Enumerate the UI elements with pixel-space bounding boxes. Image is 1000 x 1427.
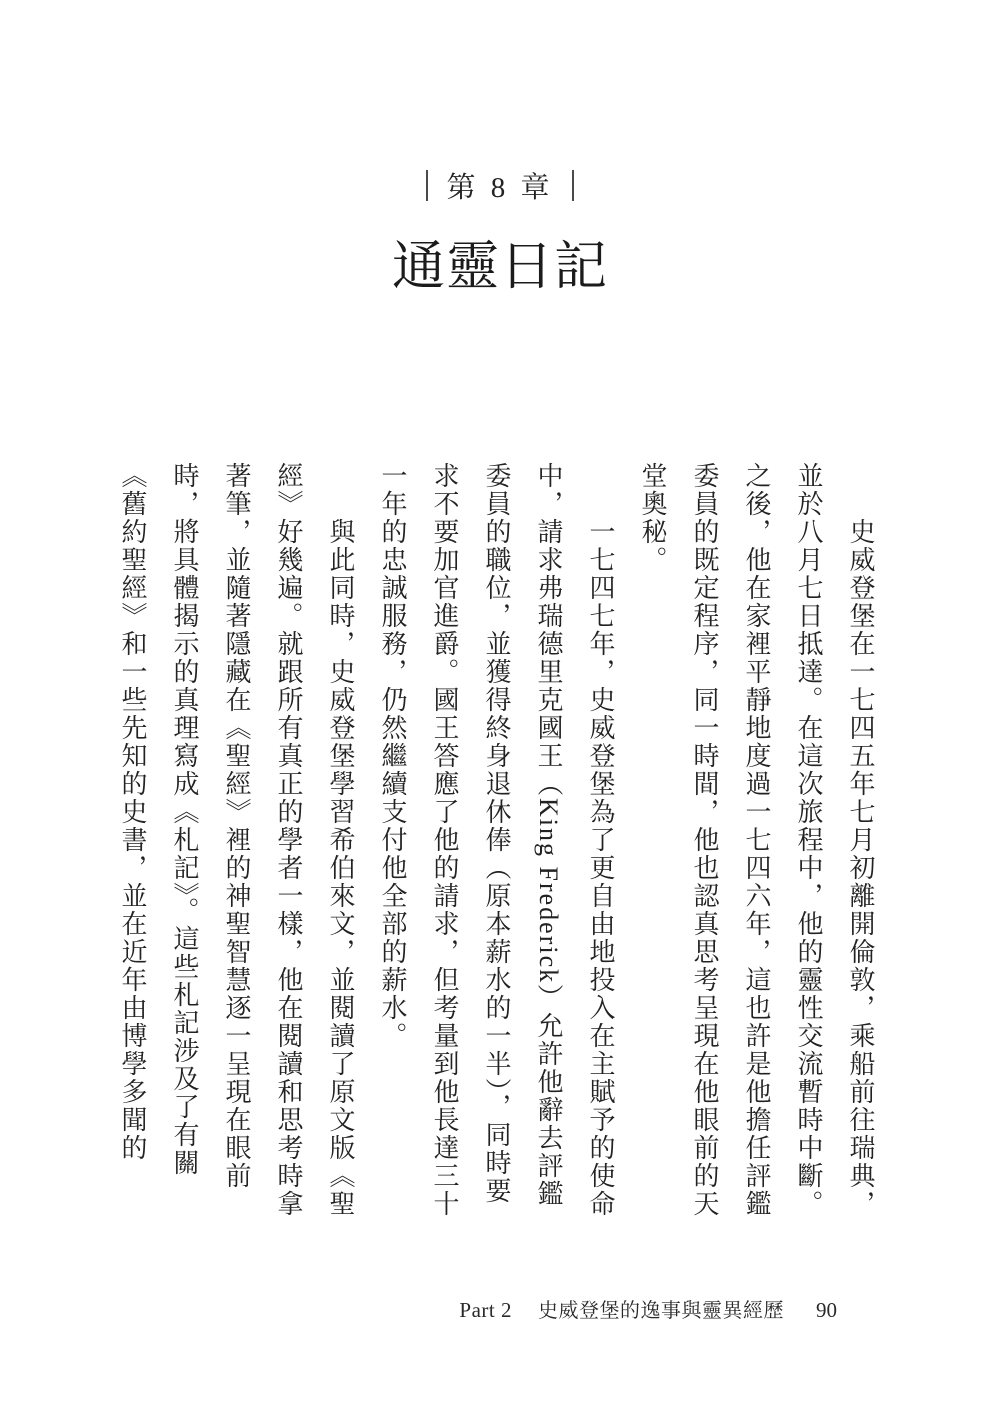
footer-page-number: 90 [816,1298,837,1322]
footer-running-title: 史威登堡的逸事與靈異經歷 [538,1300,784,1322]
body-text-block [106,462,886,1219]
chapter-number-label: 第 8 章 [446,172,554,204]
chapter-rule-right-icon [572,170,574,201]
chapter-title: 通靈日記 [392,238,608,296]
page-footer [459,1294,837,1323]
chapter-heading [0,165,1000,206]
body-paragraph-1: 史威登堡在一七四五年七月初離開倫敦，乘船前往瑞典，並於八月七日抵達。在這次旅程中，他的靈性交流暫時中斷。之後，他在家裡平靜地度過一七四六年，這也許是他擔任評鑑委員的既定程序，同一時間，他也認真思考呈現在他眼前的天堂奧秘。 [638,462,875,1218]
chapter-rule-left-icon [426,170,428,201]
footer-part-label: Part 2 [459,1298,512,1322]
body-paragraph-2: 一七四七年，史威登堡為了更自由地投入在主賦予的使命中，請求弗瑞德里克國王（King Frederick）允許他辭去評鑑委員的職位，並獲得終身退休俸（原本薪水的一半），同時要求不要加官進爵。國王答應了他的請求，但考量到他長達三十一年的忠誠服務，仍然繼續支付他全部的薪水。 [378,462,615,1218]
body-paragraph-3: 與此同時，史威登堡學習希伯來文，並閱讀了原文版《聖經》好幾遍。就跟所有真正的學者一樣，他在閱讀和思考時拿著筆，並隨著隱藏在《聖經》裡的神聖智慧逐一呈現在眼前時，將具體揭示的真理寫成《札記》。這些札記涉及了有關《舊約聖經》和一些先知的史書，並在近年由博學多聞的 [118,462,355,1218]
